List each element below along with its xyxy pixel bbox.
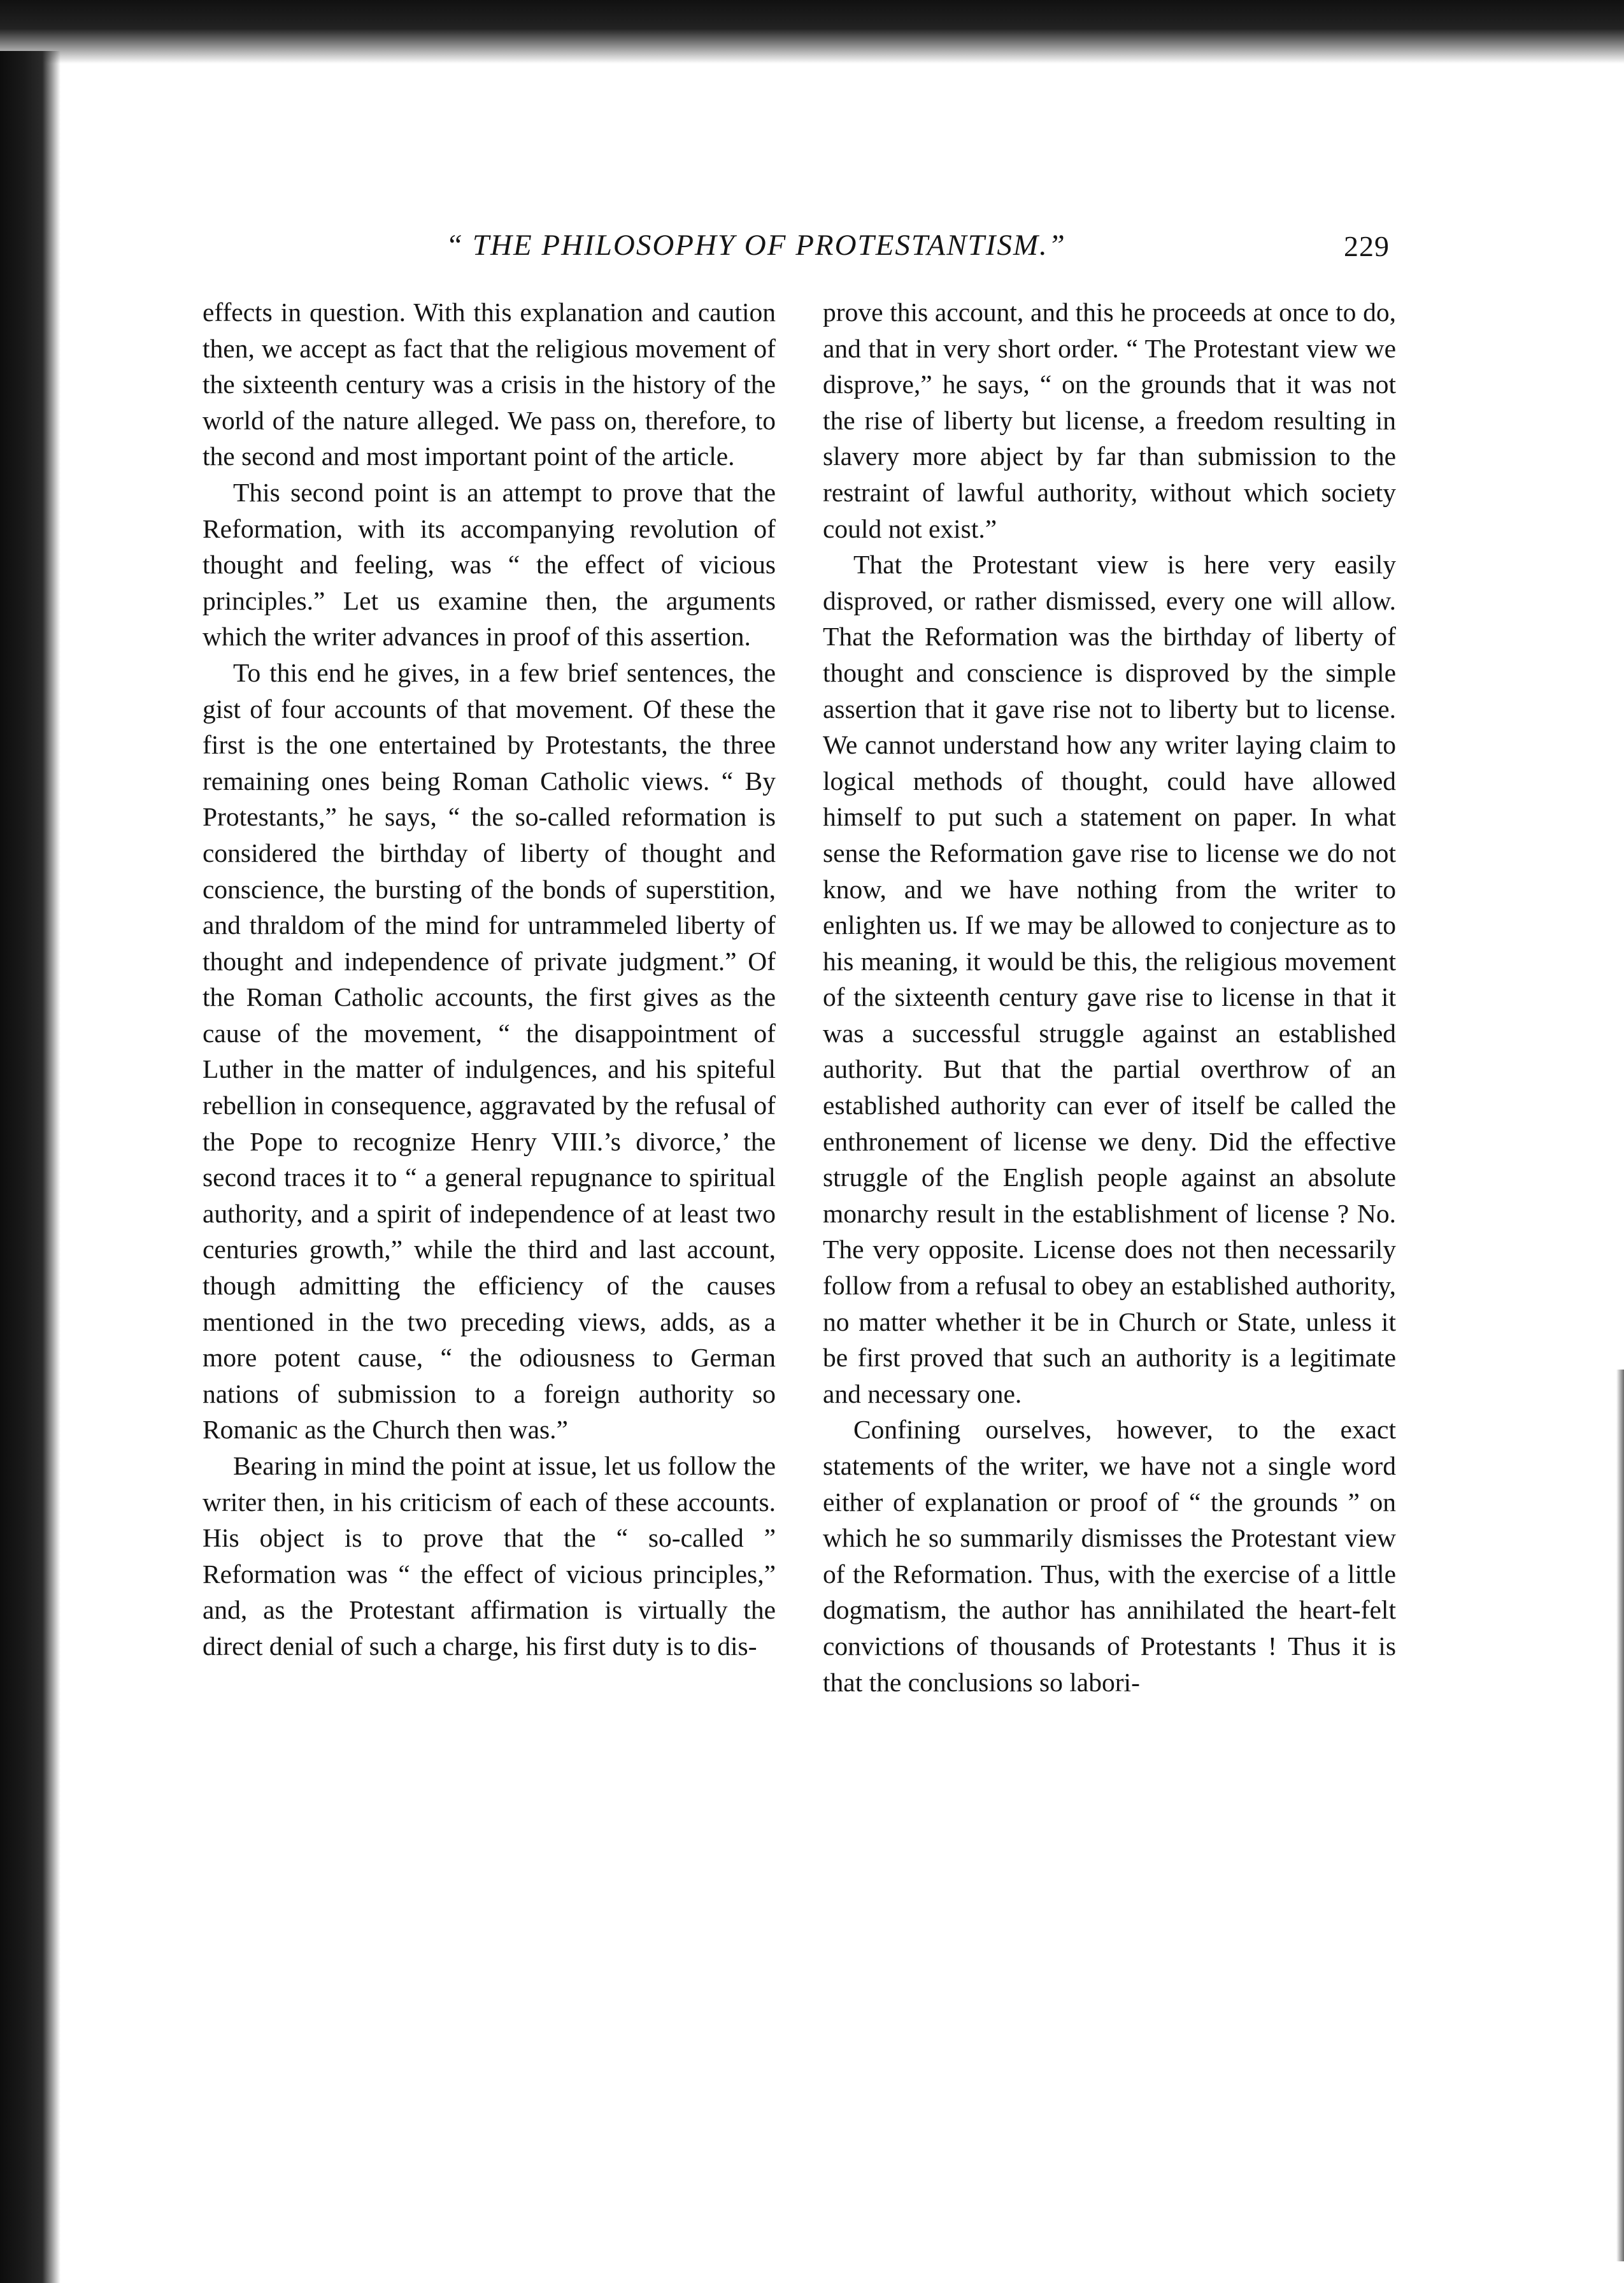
- scan-edge-left: [0, 51, 61, 2283]
- paragraph: Confining ourselves, however, to the exact statements of the writer, we have not a single word either of explanation or proof of “ the grounds ” on which he so summarily dismisses the Protestant view of the Reformation. Thus, with the exercise of a little dogmatism, the author has annihilated the heart-felt convictions of thousands of Protestants ! Thus it is that the conclusions so labori-: [823, 1415, 1396, 1697]
- scan-edge-right: [1616, 1370, 1624, 2261]
- paragraph: effects in question. With this explanation and caution then, we accept as fact that the religious movement of the sixteenth century was a crisis in the history of the world of the nature alleged. We pass on, therefore, to the second and most important point of the article.: [203, 297, 776, 471]
- paragraph: That the Protestant view is here very easily disproved, or rather dismissed, every one will allow. That the Reformation was the birthday of liberty of thought and conscience is disproved by the simple assertion that it gave rise not to liberty but to license. We cannot understand how any writer laying claim to logical methods of thought, could have allowed himself to put such a statement on paper. In what sense the Reformation gave rise to license we do not know, and we have nothing from the writer to enlighten us. If we may be allowed to conjecture as to his meaning, it would be this, the religious movement of the sixteenth century gave rise to license in that it was a successful struggle against an established authority. But that the partial overthrow of an established authority can ever of itself be called the enthronement of license we deny. Did the effective struggle of the English people against an absolute monarchy result in the establishment of license ? No. The very opposite. License does not then necessarily follow from a refusal to obey an established authority, no matter whether it be in Church or State, unless it be first proved that such an authority is a legitimate and necessary one.: [823, 550, 1396, 1408]
- running-title: “ THE PHILOSOPHY OF PROTESTANTISM.”: [446, 229, 1066, 262]
- paragraph: This second point is an attempt to prove that the Reformation, with its accompanying revolution of thought and feeling, was “ the effect of vicious principles.” Let us examine then, the arguments which the writer advances in proof of this assertion.: [203, 477, 776, 652]
- paragraph: Bearing in mind the point at issue, let us follow the writer then, in his criticism of each of these accounts. His object is to prove that the “ so-called ” Reformation was “ the effect of vicious principles,” and, as the Protestant affirmation is virtually the direct denial of such a charge, his first duty is to dis-: [203, 1451, 776, 1661]
- left-column: [203, 294, 776, 1664]
- page-number: 229: [1344, 230, 1390, 262]
- paragraph: To this end he gives, in a few brief sentences, the gist of four accounts of that movement. Of these the first is the one entertained by Protestants, the three remaining ones being Roman Catholic views. “ By Protestants,” he says, “ the so-called reformation is considered the birthday of liberty of thought and conscience, the bursting of the bonds of superstition, and thraldom of the mind for untrammeled liberty of thought and independence of private judgment.” Of the Roman Catholic accounts, the first gives as the cause of the movement, “ the disappointment of Luther in the matter of indulgences, and his spiteful rebellion in consequence, aggravated by the refusal of the Pope to recognize Henry VIII.’s divorce,’ the second traces it to “ a general repugnance to spiritual authority, and a spirit of independence of at least two centuries growth,” while the third and last account, though admitting the efficiency of the causes mentioned in the two preceding views, adds, as a more potent cause, “ the odiousness to German nations of submission to a foreign authority so Romanic as the Church then was.”: [203, 657, 776, 1445]
- paragraph: prove this account, and this he proceeds at once to do, and that in very short order. “ The Protestant view we disprove,” he says, “ on the grounds that it was not the rise of liberty but license, a freedom resulting in slavery more abject by far than submission to the restraint of lawful authority, without which society could not exist.”: [823, 297, 1396, 543]
- right-column: [823, 294, 1396, 1700]
- scan-edge-top: [0, 0, 1624, 64]
